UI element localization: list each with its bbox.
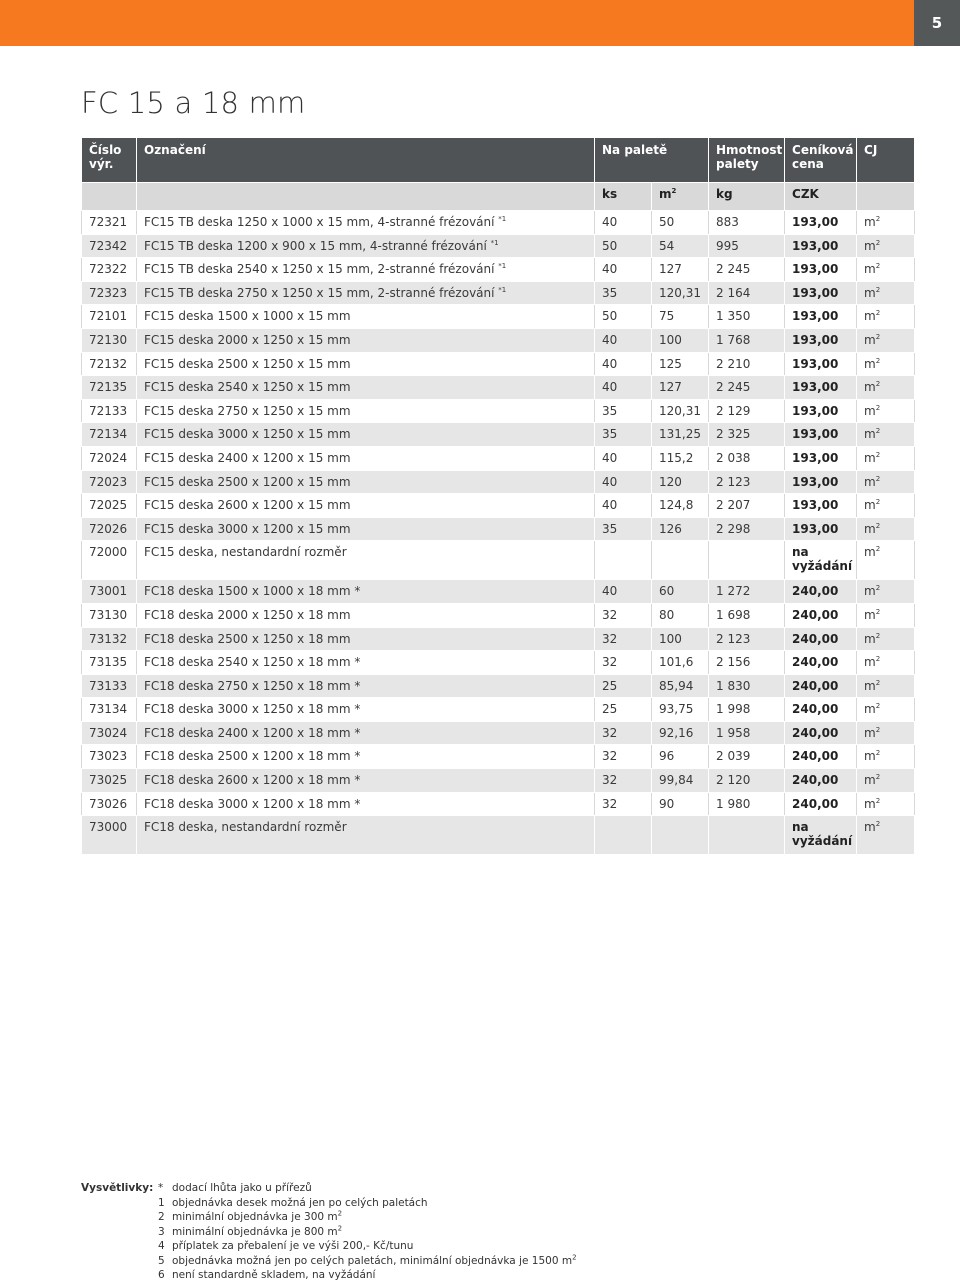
table-row <box>82 305 915 329</box>
cell-ks: 40 <box>595 352 652 376</box>
legend-mark: 3 <box>158 1225 165 1238</box>
table-row <box>82 517 915 541</box>
cell-name: FC15 TB deska 2750 x 1250 x 15 mm, 2-stranné frézování $^{*1}$ <box>137 281 595 305</box>
cell-kg: 2 039 <box>709 745 785 769</box>
cell-code: 73132 <box>82 627 137 651</box>
cell-price: 240,00 <box>785 745 857 769</box>
cell-name: FC18 deska 2750 x 1250 x 18 mm * <box>137 674 595 698</box>
legend-title: Vysvětlivky: <box>81 1182 154 1194</box>
cell-kg: 2 123 <box>709 627 785 651</box>
cell-price: 240,00 <box>785 651 857 675</box>
cell-ks: 40 <box>595 328 652 352</box>
cell-ks: 32 <box>595 603 652 627</box>
legend-item <box>158 1197 577 1212</box>
cell-code: 73024 <box>82 721 137 745</box>
cell-code: 72025 <box>82 494 137 518</box>
cell-m2: 100 <box>652 627 709 651</box>
cell-price: 240,00 <box>785 792 857 816</box>
cell-unit: $m^2$ <box>857 580 915 604</box>
header-cislo: Číslo výr. <box>82 138 137 183</box>
unit-kg: kg <box>709 183 785 211</box>
cell-name: FC18 deska 2600 x 1200 x 18 mm * <box>137 769 595 793</box>
cell-m2 <box>652 541 709 580</box>
table-row <box>82 211 915 235</box>
cell-unit: $m^2$ <box>857 376 915 400</box>
cell-price: 240,00 <box>785 627 857 651</box>
cell-ks: 50 <box>595 305 652 329</box>
cell-kg: 2 129 <box>709 399 785 423</box>
cell-name: FC15 deska 3000 x 1200 x 15 mm <box>137 517 595 541</box>
cell-ks: 32 <box>595 769 652 793</box>
cell-kg: 2 123 <box>709 470 785 494</box>
header-cenikova-cena: Ceníková cena <box>785 138 857 183</box>
units-blank <box>137 183 595 211</box>
units-blank <box>857 183 915 211</box>
cell-kg: 2 245 <box>709 258 785 282</box>
table-row <box>82 352 915 376</box>
cell-price: 193,00 <box>785 517 857 541</box>
cell-m2: 60 <box>652 580 709 604</box>
cell-ks: 35 <box>595 281 652 305</box>
cell-code: 73026 <box>82 792 137 816</box>
cell-m2: 75 <box>652 305 709 329</box>
cell-price: 193,00 <box>785 399 857 423</box>
legend-mark: 6 <box>158 1269 165 1281</box>
cell-unit: $m^2$ <box>857 651 915 675</box>
cell-m2 <box>652 816 709 855</box>
cell-kg: 2 120 <box>709 769 785 793</box>
cell-unit: $m^2$ <box>857 470 915 494</box>
table-row <box>82 234 915 258</box>
cell-ks <box>595 541 652 580</box>
cell-price: 193,00 <box>785 234 857 258</box>
cell-ks: 35 <box>595 517 652 541</box>
cell-ks: 40 <box>595 211 652 235</box>
cell-unit: $m^2$ <box>857 674 915 698</box>
cell-code: 73025 <box>82 769 137 793</box>
cell-unit: $m^2$ <box>857 721 915 745</box>
cell-price: 193,00 <box>785 470 857 494</box>
cell-unit: $m^2$ <box>857 517 915 541</box>
cell-name: FC18 deska 3000 x 1250 x 18 mm * <box>137 698 595 722</box>
table-row <box>82 580 915 604</box>
cell-note: *1 <box>498 285 507 294</box>
cell-ks: 35 <box>595 399 652 423</box>
header-hmotnost: Hmotnost palety <box>709 138 785 183</box>
cell-unit: $m^2$ <box>857 352 915 376</box>
cell-kg: 2 164 <box>709 281 785 305</box>
cell-price: 240,00 <box>785 603 857 627</box>
cell-kg <box>709 816 785 855</box>
cell-name: FC15 deska 3000 x 1250 x 15 mm <box>137 423 595 447</box>
table-row <box>82 627 915 651</box>
table-row <box>82 376 915 400</box>
table-row <box>82 281 915 305</box>
cell-name: FC15 deska 2600 x 1200 x 15 mm <box>137 494 595 518</box>
cell-kg: 1 698 <box>709 603 785 627</box>
cell-m2: 50 <box>652 211 709 235</box>
unit-ks: ks <box>595 183 652 211</box>
cell-unit: $m^2$ <box>857 603 915 627</box>
table-row <box>82 258 915 282</box>
cell-m2: 101,6 <box>652 651 709 675</box>
table-row <box>82 816 915 855</box>
cell-code: 72023 <box>82 470 137 494</box>
cell-code: 72342 <box>82 234 137 258</box>
table-row <box>82 446 915 470</box>
units-blank <box>82 183 137 211</box>
legend-mark: 5 <box>158 1254 165 1267</box>
cell-price: 240,00 <box>785 721 857 745</box>
header-cj: CJ <box>857 138 915 183</box>
cell-unit: $m^2$ <box>857 792 915 816</box>
cell-code: 72134 <box>82 423 137 447</box>
table-row <box>82 399 915 423</box>
cell-m2: 90 <box>652 792 709 816</box>
cell-m2: 124,8 <box>652 494 709 518</box>
cell-ks: 40 <box>595 494 652 518</box>
cell-ks: 32 <box>595 745 652 769</box>
cell-unit: $m^2$ <box>857 446 915 470</box>
cell-unit: $m^2$ <box>857 423 915 447</box>
table-row <box>82 698 915 722</box>
cell-code: 73135 <box>82 651 137 675</box>
cell-price: na vyžádání <box>785 541 857 580</box>
cell-m2: 115,2 <box>652 446 709 470</box>
cell-price: 193,00 <box>785 423 857 447</box>
cell-note: *1 <box>490 238 499 247</box>
cell-name: FC15 deska 2500 x 1250 x 15 mm <box>137 352 595 376</box>
cell-name: FC18 deska 3000 x 1200 x 18 mm * <box>137 792 595 816</box>
table-row <box>82 674 915 698</box>
cell-m2: 85,94 <box>652 674 709 698</box>
cell-unit: $m^2$ <box>857 234 915 258</box>
cell-code: 72132 <box>82 352 137 376</box>
table-row <box>82 603 915 627</box>
unit-m2: $m^2$ <box>652 183 709 211</box>
cell-kg: 995 <box>709 234 785 258</box>
cell-name: FC18 deska 2400 x 1200 x 18 mm * <box>137 721 595 745</box>
cell-price: 193,00 <box>785 446 857 470</box>
cell-ks: 25 <box>595 698 652 722</box>
cell-name: FC15 deska 2400 x 1200 x 15 mm <box>137 446 595 470</box>
cell-kg: 1 998 <box>709 698 785 722</box>
cell-price: 193,00 <box>785 352 857 376</box>
cell-kg: 2 156 <box>709 651 785 675</box>
cell-name: FC15 TB deska 1250 x 1000 x 15 mm, 4-stranné frézování $^{*1}$ <box>137 211 595 235</box>
cell-kg: 883 <box>709 211 785 235</box>
cell-price: 240,00 <box>785 769 857 793</box>
legend-text: minimální objednávka je 800 $m^2$ <box>172 1224 343 1238</box>
cell-code: 72323 <box>82 281 137 305</box>
cell-unit: $m^2$ <box>857 698 915 722</box>
cell-name: FC15 deska 2750 x 1250 x 15 mm <box>137 399 595 423</box>
top-accent-bar <box>0 0 960 46</box>
cell-code: 73133 <box>82 674 137 698</box>
cell-kg: 2 210 <box>709 352 785 376</box>
cell-kg: 1 958 <box>709 721 785 745</box>
header-na-palete: Na paletě <box>595 138 709 183</box>
cell-ks: 32 <box>595 627 652 651</box>
cell-code: 73023 <box>82 745 137 769</box>
cell-unit: $m^2$ <box>857 769 915 793</box>
cell-ks: 40 <box>595 580 652 604</box>
cell-unit: $m^2$ <box>857 494 915 518</box>
cell-name: FC18 deska 2500 x 1200 x 18 mm * <box>137 745 595 769</box>
cell-ks <box>595 816 652 855</box>
cell-ks: 40 <box>595 470 652 494</box>
cell-m2: 100 <box>652 328 709 352</box>
cell-price: 193,00 <box>785 376 857 400</box>
cell-unit: $m^2$ <box>857 816 915 855</box>
page-title: FC 15 a 18 mm <box>81 86 306 120</box>
cell-name: FC15 TB deska 2540 x 1250 x 15 mm, 2-stranné frézování $^{*1}$ <box>137 258 595 282</box>
cell-name: FC15 deska, nestandardní rozměr <box>137 541 595 580</box>
cell-unit: $m^2$ <box>857 281 915 305</box>
unit-czk: CZK <box>785 183 857 211</box>
cell-unit: $m^2$ <box>857 258 915 282</box>
table-header-row <box>82 138 915 183</box>
cell-code: 72130 <box>82 328 137 352</box>
table-row <box>82 423 915 447</box>
cell-m2: 131,25 <box>652 423 709 447</box>
cell-ks: 32 <box>595 792 652 816</box>
cell-code: 72024 <box>82 446 137 470</box>
cell-m2: 54 <box>652 234 709 258</box>
cell-name: FC15 deska 2540 x 1250 x 15 mm <box>137 376 595 400</box>
cell-code: 73000 <box>82 816 137 855</box>
cell-price: 193,00 <box>785 258 857 282</box>
cell-name: FC18 deska 2500 x 1250 x 18 mm <box>137 627 595 651</box>
cell-unit: $m^2$ <box>857 627 915 651</box>
cell-name: FC18 deska 1500 x 1000 x 18 mm * <box>137 580 595 604</box>
table-body <box>82 211 915 855</box>
legend-list <box>158 1182 577 1284</box>
cell-code: 73134 <box>82 698 137 722</box>
cell-name: FC15 deska 1500 x 1000 x 15 mm <box>137 305 595 329</box>
cell-code: 72135 <box>82 376 137 400</box>
legend-text: objednávka desek možná jen po celých paletách <box>172 1196 428 1209</box>
cell-m2: 120 <box>652 470 709 494</box>
cell-price: 193,00 <box>785 494 857 518</box>
cell-kg <box>709 541 785 580</box>
cell-unit: $m^2$ <box>857 305 915 329</box>
cell-price: 240,00 <box>785 698 857 722</box>
cell-m2: 96 <box>652 745 709 769</box>
cell-m2: 120,31 <box>652 399 709 423</box>
table-row <box>82 651 915 675</box>
page-number: 5 <box>914 0 960 46</box>
cell-name: FC15 TB deska 1200 x 900 x 15 mm, 4-stranné frézování $^{*1}$ <box>137 234 595 258</box>
legend-mark: * <box>158 1182 164 1194</box>
cell-code: 72321 <box>82 211 137 235</box>
table-units-row <box>82 183 915 211</box>
cell-unit: $m^2$ <box>857 399 915 423</box>
cell-ks: 32 <box>595 651 652 675</box>
table-row <box>82 541 915 580</box>
cell-ks: 50 <box>595 234 652 258</box>
price-table <box>81 137 915 855</box>
cell-kg: 2 245 <box>709 376 785 400</box>
cell-note: *1 <box>498 215 507 223</box>
cell-ks: 40 <box>595 376 652 400</box>
cell-kg: 1 350 <box>709 305 785 329</box>
cell-unit: $m^2$ <box>857 745 915 769</box>
legend-mark: 4 <box>158 1240 165 1252</box>
cell-price: 193,00 <box>785 328 857 352</box>
legend-text: objednávka možná jen po celých paletách, minimální objednávka je 1500 $m^2$ <box>172 1253 577 1267</box>
legend-item <box>158 1269 577 1284</box>
cell-kg: 1 768 <box>709 328 785 352</box>
cell-price: 193,00 <box>785 281 857 305</box>
legend-text: příplatek za přebalení je ve výši 200,- Kč/tunu <box>172 1240 414 1252</box>
cell-price: 240,00 <box>785 580 857 604</box>
cell-price: 193,00 <box>785 305 857 329</box>
header-oznaceni: Označení <box>137 138 595 183</box>
table-row <box>82 792 915 816</box>
cell-unit: $m^2$ <box>857 328 915 352</box>
cell-kg: 1 980 <box>709 792 785 816</box>
cell-ks: 25 <box>595 674 652 698</box>
cell-price: na vyžádání <box>785 816 857 855</box>
cell-kg: 2 207 <box>709 494 785 518</box>
cell-ks: 35 <box>595 423 652 447</box>
cell-name: FC15 deska 2000 x 1250 x 15 mm <box>137 328 595 352</box>
table-row <box>82 745 915 769</box>
cell-m2: 125 <box>652 352 709 376</box>
cell-m2: 127 <box>652 376 709 400</box>
table-row <box>82 721 915 745</box>
cell-code: 72026 <box>82 517 137 541</box>
cell-name: FC18 deska 2000 x 1250 x 18 mm <box>137 603 595 627</box>
table-row <box>82 470 915 494</box>
cell-kg: 2 038 <box>709 446 785 470</box>
cell-m2: 92,16 <box>652 721 709 745</box>
cell-m2: 80 <box>652 603 709 627</box>
table-row <box>82 769 915 793</box>
cell-price: 240,00 <box>785 674 857 698</box>
cell-kg: 2 325 <box>709 423 785 447</box>
cell-price: 193,00 <box>785 211 857 235</box>
cell-unit: $m^2$ <box>857 211 915 235</box>
legend-mark: 2 <box>158 1211 165 1223</box>
cell-name: FC18 deska, nestandardní rozměr <box>137 816 595 855</box>
cell-kg: 1 830 <box>709 674 785 698</box>
cell-ks: 32 <box>595 721 652 745</box>
legend-text: minimální objednávka je 300 $m^2$ <box>172 1209 343 1223</box>
cell-m2: 99,84 <box>652 769 709 793</box>
cell-m2: 126 <box>652 517 709 541</box>
cell-code: 72000 <box>82 541 137 580</box>
legend-item <box>158 1211 577 1226</box>
cell-name: FC18 deska 2540 x 1250 x 18 mm * <box>137 651 595 675</box>
cell-kg: 2 298 <box>709 517 785 541</box>
cell-m2: 93,75 <box>652 698 709 722</box>
cell-unit: $m^2$ <box>857 541 915 580</box>
table-row <box>82 494 915 518</box>
table-row <box>82 328 915 352</box>
cell-code: 73001 <box>82 580 137 604</box>
legend-item <box>158 1240 577 1255</box>
cell-m2: 120,31 <box>652 281 709 305</box>
cell-code: 72101 <box>82 305 137 329</box>
legend-item <box>158 1182 577 1197</box>
legend-mark: 1 <box>158 1196 165 1209</box>
cell-ks: 40 <box>595 446 652 470</box>
cell-ks: 40 <box>595 258 652 282</box>
legend-text: není standardně skladem, na vyžádání <box>172 1269 376 1281</box>
cell-code: 73130 <box>82 603 137 627</box>
cell-kg: 1 272 <box>709 580 785 604</box>
legend-item <box>158 1226 577 1241</box>
cell-m2: 127 <box>652 258 709 282</box>
cell-note: *1 <box>498 262 507 271</box>
legend-item <box>158 1255 577 1270</box>
cell-code: 72322 <box>82 258 137 282</box>
cell-code: 72133 <box>82 399 137 423</box>
legend-text: dodací lhůta jako u přířezů <box>172 1182 312 1194</box>
cell-name: FC15 deska 2500 x 1200 x 15 mm <box>137 470 595 494</box>
